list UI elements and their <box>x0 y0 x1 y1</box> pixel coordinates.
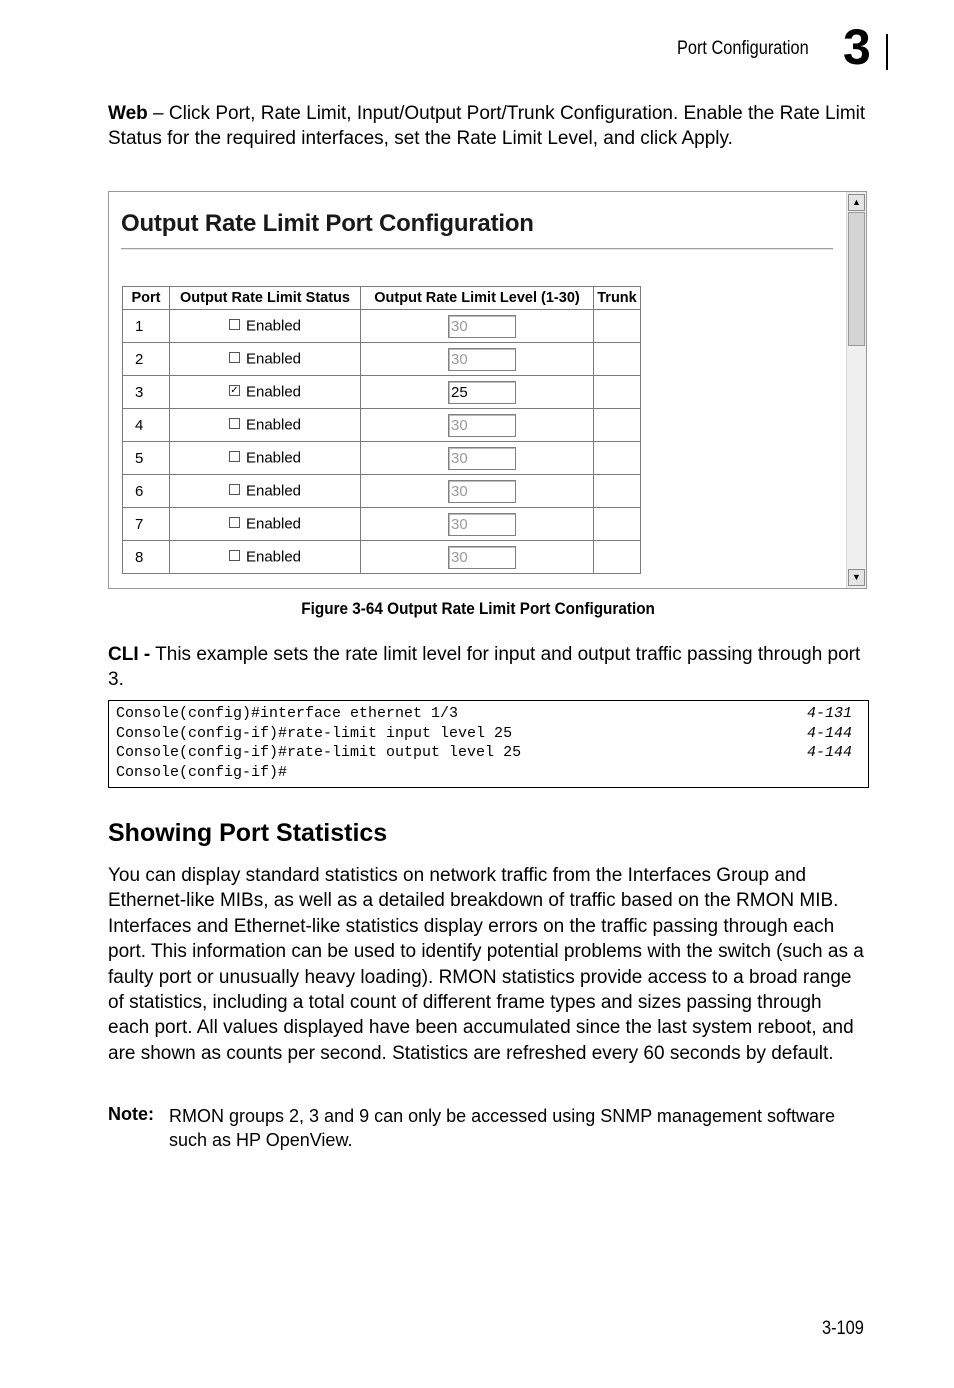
level-cell <box>361 376 594 409</box>
level-cell <box>361 343 594 376</box>
code-reference: 4-131 <box>806 705 852 722</box>
table-row <box>123 376 641 409</box>
table-row <box>123 409 641 442</box>
table-row <box>123 310 641 343</box>
trunk-cell <box>594 475 641 508</box>
code-reference: 4-144 <box>806 724 852 742</box>
status-cell <box>170 475 361 508</box>
note-text: RMON groups 2, 3 and 9 can only be accessed using SNMP management software such as HP OpenView. <box>169 1106 836 1150</box>
code-line <box>116 704 861 724</box>
port-number: 6 <box>123 475 170 508</box>
trunk-cell <box>594 442 641 475</box>
cli-instructions <box>108 642 868 693</box>
enabled-label: Enabled <box>245 317 302 335</box>
level-cell <box>361 475 594 508</box>
level-cell <box>361 508 594 541</box>
section-body: You can display standard statistics on network traffic from the Interfaces Group and Ethernet-like MIBs, as well as a detailed breakdown of traffic based on the RMON MIB. Interfaces and Ethernet-like statistics display errors on the traffic passing through each port. This information can be used to identify potential problems with the switch (such as a faulty port or unusually heavy loading). RMON statistics provide access to a broad range of statistics, including a total count of different frame types and sizes passing through each port. All values displayed have been accumulated since the last system reboot, and are shown as counts per second. Statistics are refreshed every 60 seconds by default. <box>108 865 864 1064</box>
level-cell <box>361 541 594 574</box>
col-port-header: Port <box>123 287 170 310</box>
status-cell <box>170 343 361 376</box>
level-cell <box>361 409 594 442</box>
enable-checkbox[interactable] <box>229 451 240 462</box>
cli-code-block <box>108 700 869 788</box>
title-rule <box>121 248 833 250</box>
rate-limit-level-input[interactable]: 30 <box>448 315 516 338</box>
code-line <box>116 724 861 744</box>
scroll-up-arrow-icon[interactable]: ▲ <box>848 194 865 211</box>
code-command: Console(config-if)#rate-limit input level 25 <box>116 724 513 742</box>
enabled-label: Enabled <box>245 449 302 467</box>
screenshot-title: Output Rate Limit Port Configuration <box>121 210 534 237</box>
rate-limit-level-input[interactable]: 30 <box>448 447 516 470</box>
port-number: 1 <box>123 310 170 343</box>
rate-limit-level-input[interactable]: 30 <box>448 546 516 569</box>
scrollbar-thumb[interactable] <box>848 212 865 346</box>
trunk-cell <box>594 376 641 409</box>
cli-lead: CLI - <box>108 644 151 665</box>
web-text: – Click Port, Rate Limit, Input/Output Port/Trunk Configuration. Enable the Rate Limit Status for the required interfaces, set the Rate Limit Level, and click Apply. <box>108 103 866 150</box>
enabled-label: Enabled <box>245 383 302 401</box>
page-number: 3-109 <box>822 1318 864 1339</box>
code-command: Console(config-if)#rate-limit output level 25 <box>116 744 522 761</box>
rate-limit-level-input[interactable]: 25 <box>448 381 516 404</box>
enabled-label: Enabled <box>245 350 302 368</box>
enable-checkbox[interactable] <box>229 418 240 429</box>
rate-limit-level-input[interactable]: 30 <box>448 414 516 437</box>
code-reference: 4-144 <box>806 744 852 761</box>
status-cell <box>170 508 361 541</box>
enable-checkbox[interactable] <box>229 319 240 330</box>
enabled-label: Enabled <box>245 482 302 500</box>
trunk-cell <box>594 409 641 442</box>
enabled-label: Enabled <box>245 548 302 566</box>
web-instructions <box>108 101 868 152</box>
col-trunk-header: Trunk <box>594 287 641 310</box>
table-row <box>123 475 641 508</box>
status-cell <box>170 442 361 475</box>
note-label: Note: <box>108 1104 154 1124</box>
scroll-down-arrow-icon[interactable]: ▼ <box>848 569 865 586</box>
table-row <box>123 541 641 574</box>
enable-checkbox[interactable] <box>229 352 240 363</box>
cli-text: This example sets the rate limit level for input and output traffic passing through port 3. <box>108 644 861 691</box>
running-header-title: Port Configuration <box>677 38 809 59</box>
trunk-cell <box>594 541 641 574</box>
status-cell <box>170 541 361 574</box>
level-cell <box>361 442 594 475</box>
rate-limit-level-input[interactable]: 30 <box>448 348 516 371</box>
code-line <box>116 763 861 783</box>
table-header-row <box>123 287 641 310</box>
vertical-scrollbar[interactable] <box>846 192 866 588</box>
status-cell <box>170 409 361 442</box>
level-cell <box>361 310 594 343</box>
header-divider <box>886 34 888 70</box>
rate-limit-table <box>122 286 641 574</box>
trunk-cell <box>594 310 641 343</box>
code-line <box>116 743 861 763</box>
table-row <box>123 343 641 376</box>
status-cell <box>170 310 361 343</box>
port-number: 4 <box>123 409 170 442</box>
enable-checkbox[interactable] <box>229 517 240 528</box>
chapter-number: 3 <box>843 19 871 75</box>
code-command: Console(config)#interface ethernet 1/3 <box>116 705 459 722</box>
screenshot-frame <box>108 191 867 589</box>
rate-limit-level-input[interactable]: 30 <box>448 513 516 536</box>
status-cell <box>170 376 361 409</box>
enable-checkbox[interactable] <box>229 550 240 561</box>
enable-checkbox[interactable]: ✓ <box>230 384 239 396</box>
col-level-header: Output Rate Limit Level (1-30) <box>361 287 594 310</box>
enable-checkbox[interactable] <box>229 484 240 495</box>
table-row <box>123 442 641 475</box>
port-number: 8 <box>123 541 170 574</box>
trunk-cell <box>594 508 641 541</box>
table-row <box>123 508 641 541</box>
port-number: 3 <box>123 376 170 409</box>
section-heading: Showing Port Statistics <box>108 819 388 847</box>
code-command: Console(config-if)# <box>116 763 288 781</box>
port-number: 7 <box>123 508 170 541</box>
rate-limit-level-input[interactable]: 30 <box>448 480 516 503</box>
port-number: 2 <box>123 343 170 376</box>
web-lead: Web <box>108 103 148 124</box>
port-number: 5 <box>123 442 170 475</box>
trunk-cell <box>594 343 641 376</box>
col-status-header: Output Rate Limit Status <box>170 287 361 310</box>
figure-caption: Figure 3-64 Output Rate Limit Port Configuration <box>301 599 655 618</box>
enabled-label: Enabled <box>245 416 302 434</box>
enabled-label: Enabled <box>245 515 302 533</box>
